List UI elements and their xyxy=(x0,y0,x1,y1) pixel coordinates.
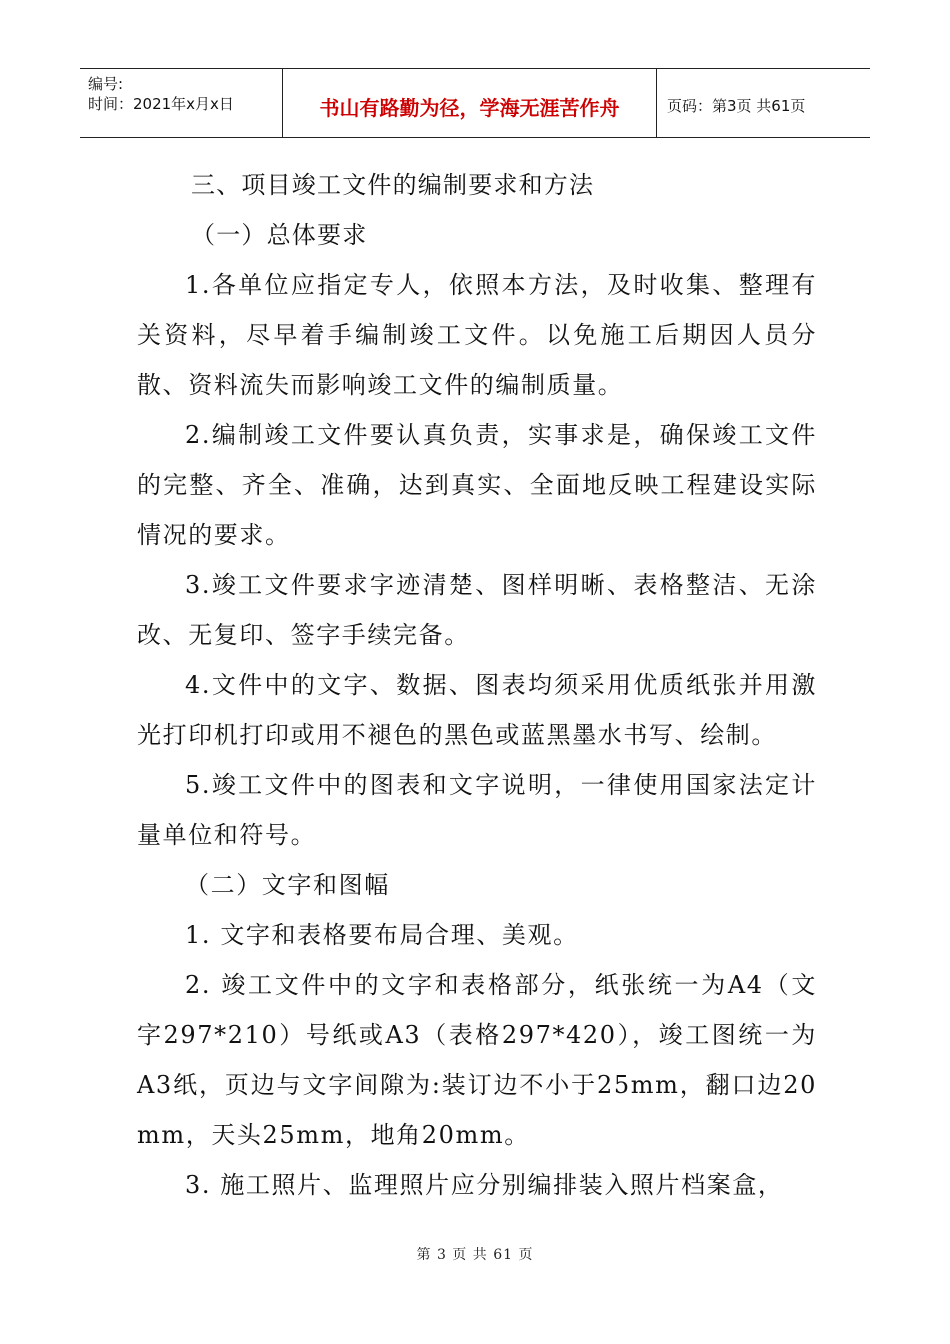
header-right-cell xyxy=(657,69,870,137)
header-page-info: 页码：第3页 共61页 xyxy=(667,97,806,115)
section-title: 三、项目竣工文件的编制要求和方法 xyxy=(191,171,595,199)
header-left-cell xyxy=(80,69,283,137)
header-middle-cell xyxy=(283,69,657,137)
paragraph: 1. 文字和表格要布局合理、美观。 xyxy=(185,921,579,949)
paragraph: 2.编制竣工文件要认真负责，实事求是，确保竣工文件的完整、齐全、准确，达到真实、全面地反映工程建设实际情况的要求。 xyxy=(137,421,817,549)
paragraph: 1.各单位应指定专人，依照本方法，及时收集、整理有关资料，尽早着手编制竣工文件。以免施工后期因人员分散、资料流失而影响竣工文件的编制质量。 xyxy=(137,271,817,399)
paragraph: 4.文件中的文字、数据、图表均须采用优质纸张并用激光打印机打印或用不褪色的黑色或蓝黑墨水书写、绘制。 xyxy=(137,671,817,749)
paragraph: 2. 竣工文件中的文字和表格部分，纸张统一为A4（文字297*210）号纸或A3（表格297*420），竣工图统一为A3纸，页边与文字间隙为:装订边不小于25mm，翻口边20mm，天头25mm，地角20mm。 xyxy=(137,971,817,1149)
document-body xyxy=(137,160,817,1210)
document-time-label: 时间：2021年x月x日 xyxy=(88,95,234,113)
page-footer: 第 3 页 共 61 页 xyxy=(416,1247,534,1263)
document-number-label: 编号: xyxy=(88,75,124,93)
subsection-title-text-format: （二）文字和图幅 xyxy=(185,871,390,899)
page-header xyxy=(80,68,870,138)
paragraph: 3. 施工照片、监理照片应分别编排装入照片档案盒， xyxy=(185,1171,784,1199)
paragraph: 5.竣工文件中的图表和文字说明，一律使用国家法定计量单位和符号。 xyxy=(137,771,817,849)
paragraph: 3.竣工文件要求字迹清楚、图样明晰、表格整洁、无涂改、无复印、签字手续完备。 xyxy=(137,571,817,649)
subsection-title-general: （一）总体要求 xyxy=(191,221,368,249)
header-motto: 书山有路勤为径，学海无涯苦作舟 xyxy=(319,96,620,120)
